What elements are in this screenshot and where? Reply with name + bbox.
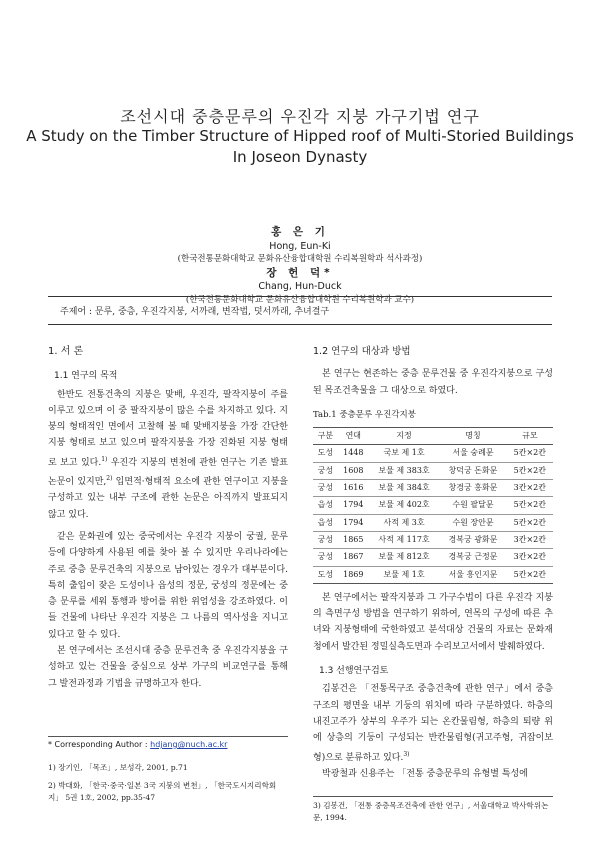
- table-row: [313, 462, 553, 479]
- table-cell: 1794: [338, 514, 369, 531]
- paragraph-scope: 본 연구는 현존하는 중층 문루건물 중 우진각지붕으로 구성된 목조건축물을 그 대상으로 하였다.: [313, 369, 553, 396]
- table-cell: 1865: [338, 531, 369, 548]
- footnote-ref-3: 3): [403, 750, 410, 758]
- keywords-bottom-rule: [48, 324, 552, 325]
- table-cell: 1867: [338, 549, 369, 566]
- table-cell: 1608: [338, 462, 369, 479]
- table-cell: 궁성: [313, 480, 338, 497]
- table-cell: 5칸×2칸: [507, 497, 553, 514]
- table-cell: 보물 제 384호: [369, 480, 439, 497]
- corresponding-author-note: [48, 736, 288, 749]
- paragraph-china-comparison: 같은 문화권에 있는 중국에서는 우진각 지붕이 궁궐, 문루 등에 다양하게 사용된 예를 찾아 볼 수 있지만 우리나라에는 주로 중층 문루건축의 지붕으로 남아있는 경우가 대부분이다. 특히 출입이 잦은 도성이나 읍성의 정문, 궁성의 정문에는 중층 문루를 세워 통행과 방어를 위한 위엄성을 강조하였다. 이들 건물에 나타난 우진각 지붕은 그 나름의 역사성을 지니고 있다고 할 수 있다.: [48, 531, 288, 640]
- table-cell: 1448: [338, 445, 369, 462]
- author-block: [0, 226, 600, 307]
- table-caption: Tab.1 중층문루 우진각지붕: [313, 409, 416, 420]
- author2-affiliation: (한국전통문화대학교 문화유산융합대학원 수리복원학과 교수): [185, 294, 415, 305]
- table-header-cell: 지정: [369, 428, 439, 445]
- author2-name-english: Chang, Hun-Duck: [258, 281, 342, 292]
- paper-title-korean: 조선시대 중층문루의 우진각 지붕 가구기법 연구: [120, 107, 480, 126]
- keywords-line: 주제어 : 문루, 중층, 우진각지붕, 서까래, 변작법, 덧서까래, 추녀결구: [60, 307, 330, 317]
- table-cell: 보물 제 383호: [369, 462, 439, 479]
- table-row: [313, 514, 553, 531]
- table-header-cell: 규모: [507, 428, 553, 445]
- table-row: [313, 549, 553, 566]
- table-cell: 1794: [338, 497, 369, 514]
- table-header-cell: 연대: [338, 428, 369, 445]
- left-column: [48, 344, 288, 692]
- paragraph-kim-study: 김봉건은 「전통목구조 중층건축에 관한 연구」에서 중층구조의 평면을 내부 기둥의 위치에 따라 구분하였다. 하층의 내진고주가 상부의 우주가 되는 온칸물림형, 하층의 퇴량 위에 상층의 기둥이 구성되는 반칸물림형(귀고주형, 귀잡이보형)으로 분류하고 있다.$^{3)}$: [313, 684, 553, 763]
- table-cell: 사적 제 3호: [369, 514, 439, 531]
- footnote-item: 1) 장기인, 「목조」, 보성각, 2001, p.71: [48, 763, 188, 772]
- corresponding-author-email-link[interactable]: hdjang@nuch.ac.kr: [150, 740, 228, 749]
- paragraph-method: 본 연구에서는 팔작지붕과 그 가구수법이 다른 우진각 지붕의 측면구성 방법을 연구하기 위하여, 연목의 구성에 따른 추녀와 지붕형태에 국한하였고 분석대상 건물의 자료는 문화재청에서 발간된 정밀실측도면과 수리보고서에서 발췌하였다.: [313, 592, 553, 652]
- table-row: [313, 497, 553, 514]
- table-cell: 창경궁 홍화문: [439, 480, 506, 497]
- table-row: [313, 480, 553, 497]
- table-row: [313, 566, 553, 583]
- buildings-table: [313, 427, 553, 584]
- table-cell: 서울 숭례문: [439, 445, 506, 462]
- table-cell: 5칸×2칸: [507, 514, 553, 531]
- section-heading-introduction: 1. 서 론: [48, 346, 84, 357]
- table-cell: 서울 흥인지문: [439, 566, 506, 583]
- paragraph-study-aim: 본 연구에서는 조선시대 중층 문루건축 중 우진각지붕을 구성하고 있는 건물을 중심으로 상부 가구의 비교연구를 통해 그 발전과정과 기법을 규명하고자 한다.: [48, 646, 288, 689]
- table-cell: 국보 제 1호: [369, 445, 439, 462]
- footnotes-left: [48, 762, 288, 810]
- table-cell: 경복궁 근정문: [439, 549, 506, 566]
- table-cell: 5칸×2칸: [507, 566, 553, 583]
- paper-title-english-line1: A Study on the Timber Structure of Hipped roof of Multi-Storied Buildings: [26, 127, 574, 145]
- table-cell: 수원 팔달문: [439, 497, 506, 514]
- table-cell: 궁성: [313, 549, 338, 566]
- table-cell: 궁성: [313, 462, 338, 479]
- footnote-ref-1: 1): [101, 455, 108, 463]
- table-cell: 궁성: [313, 531, 338, 548]
- table-row: [313, 445, 553, 462]
- table-cell: 읍성: [313, 514, 338, 531]
- author1-name-korean: 홍 은 기: [271, 226, 329, 238]
- right-column: [313, 344, 553, 782]
- table-header-row: [313, 428, 553, 445]
- table-cell: 1616: [338, 480, 369, 497]
- table-cell: 5칸×2칸: [507, 445, 553, 462]
- table-cell: 보물 제 812호: [369, 549, 439, 566]
- paper-title-english-line2: In Joseon Dynasty: [232, 148, 368, 166]
- table-cell: 3칸×2칸: [507, 531, 553, 548]
- table-cell: 3칸×2칸: [507, 480, 553, 497]
- footnote-ref-2: 2): [106, 475, 113, 483]
- keywords-top-rule: [48, 296, 552, 297]
- paragraph-park-study: 박광철과 신용주는 「전통 중층문루의 유형별 특성에: [322, 768, 528, 779]
- table-cell: 수원 장안문: [439, 514, 506, 531]
- table-cell: 보물 제 402호: [369, 497, 439, 514]
- table-cell: 3칸×2칸: [507, 549, 553, 566]
- author1-affiliation: (한국전통문화대학교 문화유산융합대학원 수리복원학과 석사과정): [177, 254, 423, 264]
- author2-name-korean: 장 헌 덕*: [266, 266, 334, 279]
- table-cell: 보물 제 1호: [369, 566, 439, 583]
- subsection-heading-purpose: 1.1 연구의 목적: [54, 371, 118, 382]
- table-body: [313, 445, 553, 583]
- table-cell: 사적 제 117호: [369, 531, 439, 548]
- table-header-cell: 명칭: [439, 428, 506, 445]
- table-cell: 경복궁 광화문: [439, 531, 506, 548]
- footnote-right: 3) 김봉건, 「전통 중층목조건축에 관한 연구」, 서울대학교 박사학위논문, 1994.: [313, 796, 553, 824]
- table-cell: 읍성: [313, 497, 338, 514]
- subsection-heading-previous-studies: 1.3 선행연구검토: [319, 666, 389, 677]
- corresponding-author-label: * Corresponding Author :: [48, 740, 151, 749]
- subsection-heading-scope: 1.2 연구의 대상과 방법: [313, 346, 411, 357]
- table-row: [313, 531, 553, 548]
- table-cell: 도성: [313, 445, 338, 462]
- table-cell: 창덕궁 돈화문: [439, 462, 506, 479]
- table-cell: 도성: [313, 566, 338, 583]
- author1-name-english: Hong, Eun-Ki: [269, 240, 331, 252]
- table-cell: 1869: [338, 566, 369, 583]
- table-cell: 5칸×2칸: [507, 462, 553, 479]
- table-header-cell: 구분: [313, 428, 338, 445]
- paper-title-english: [0, 126, 600, 168]
- paragraph-purpose: 한반도 전통건축의 지붕은 맞배, 우진각, 팔작지붕이 주를 이루고 있으며 이 중 팔작지붕이 많은 수를 차지하고 있다. 지붕의 형태적인 면에서 고찰해 볼 때 맞배지붕을 가장 간단한 지붕 형태로 보고 있으며 팔작지붕을 가장 진화된 지붕 형태로 보고 있다.$^{1)}$ 우진각 지붕의 변천에 관한 연구는 기존 발표논문이 있지만,$^{2)}$ 입면적·형태적 요소에 관한 연구이고 지붕을 구성하고 있는 내부 구조에 관한 논문은 아직까지 발표되지 않고 있다.: [48, 389, 288, 520]
- footnote-item: 2) 박대화, 「한국·중국·일본 3국 지붕의 변천」, 「한국도시지리학회지」 5권 1호, 2002, pp.35-47: [48, 781, 277, 802]
